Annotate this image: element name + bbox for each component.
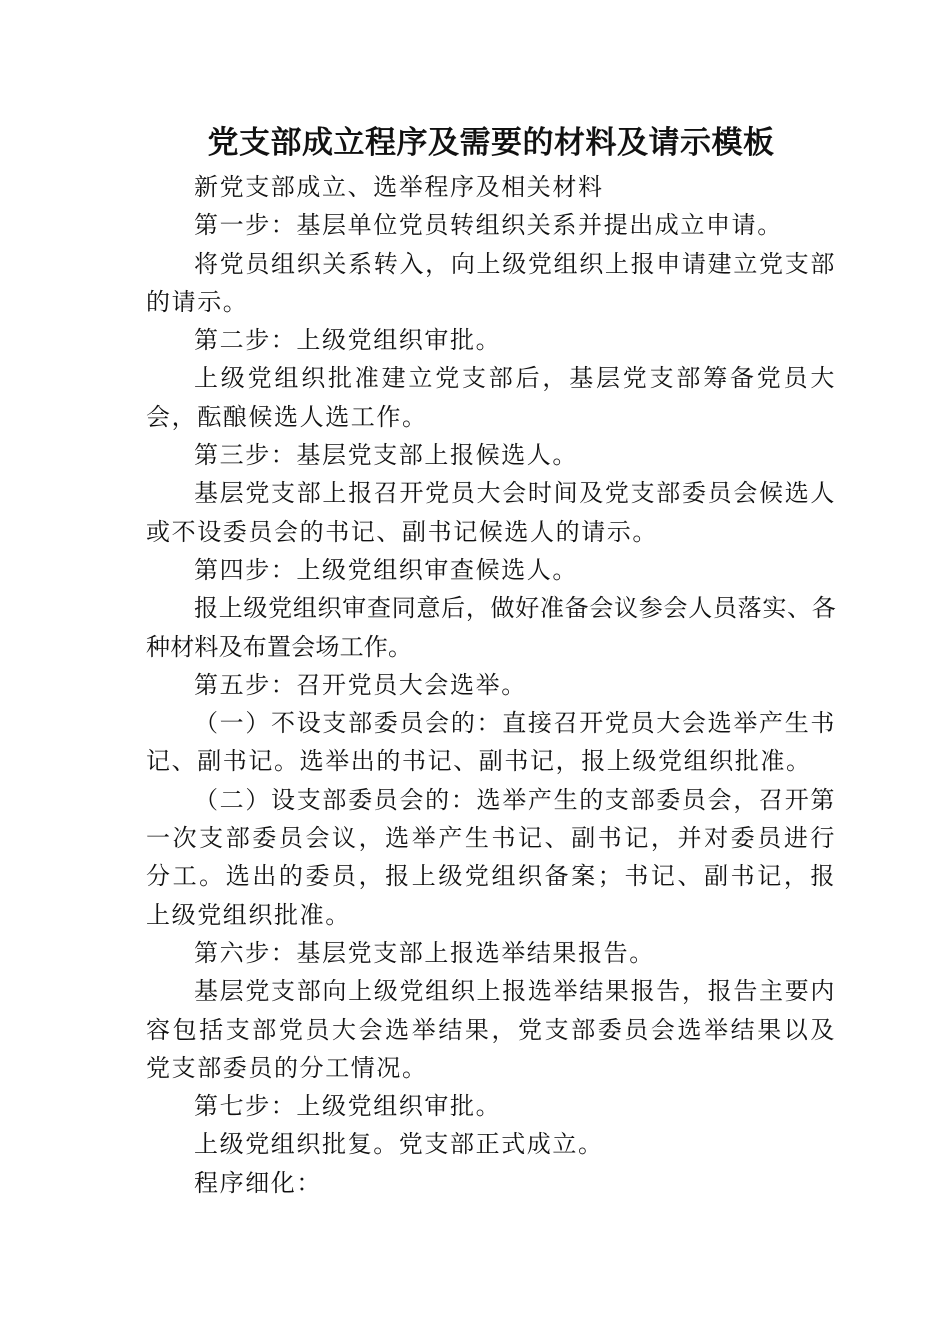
paragraph-procedure-details: 程序细化：	[194, 1168, 322, 1197]
paragraph-step-3: 第三步：基层党支部上报候选人。	[194, 441, 578, 470]
paragraph-step-7: 第七步：上级党组织审批。	[194, 1092, 502, 1121]
paragraph-step-1: 第一步：基层单位党员转组织关系并提出成立申请。	[194, 211, 783, 240]
paragraph-step-5-option-1: （一）不设支部委员会的：直接召开党员大会选举产生书记、副书记。选举出的书记、副书记，报上级党组织批准。	[146, 709, 836, 776]
paragraph-step-6: 第六步：基层党支部上报选举结果报告。	[194, 938, 655, 967]
paragraph-step-6-detail: 基层党支部向上级党组织上报选举结果报告，报告主要内容包括支部党员大会选举结果，党支部委员会选举结果以及党支部委员的分工情况。	[146, 977, 836, 1082]
paragraph-intro: 新党支部成立、选举程序及相关材料	[194, 173, 604, 201]
paragraph-step-5: 第五步：召开党员大会选举。	[194, 670, 527, 699]
paragraph-step-4-detail: 报上级党组织审查同意后，做好准备会议参会人员落实、各种材料及布置会场工作。	[146, 594, 836, 661]
paragraph-step-1-detail: 将党员组织关系转入，向上级党组织上报申请建立党支部的请示。	[146, 249, 836, 316]
paragraph-step-5-option-2: （二）设支部委员会的：选举产生的支部委员会，召开第一次支部委员会议，选举产生书记、副书记，并对委员进行分工。选出的委员，报上级党组织备案；书记、副书记，报上级党组织批准。	[146, 785, 836, 929]
document-title: 党支部成立程序及需要的材料及请示模板	[207, 125, 775, 161]
paragraph-step-4: 第四步：上级党组织审查候选人。	[194, 555, 578, 584]
document-page	[146, 118, 836, 1202]
paragraph-step-2: 第二步：上级党组织审批。	[194, 326, 502, 355]
paragraph-step-7-detail: 上级党组织批复。党支部正式成立。	[194, 1130, 604, 1159]
paragraph-step-3-detail: 基层党支部上报召开党员大会时间及党支部委员会候选人或不设委员会的书记、副书记候选人的请示。	[146, 479, 836, 546]
paragraph-step-2-detail: 上级党组织批准建立党支部后，基层党支部筹备党员大会，酝酿候选人选工作。	[146, 364, 836, 431]
